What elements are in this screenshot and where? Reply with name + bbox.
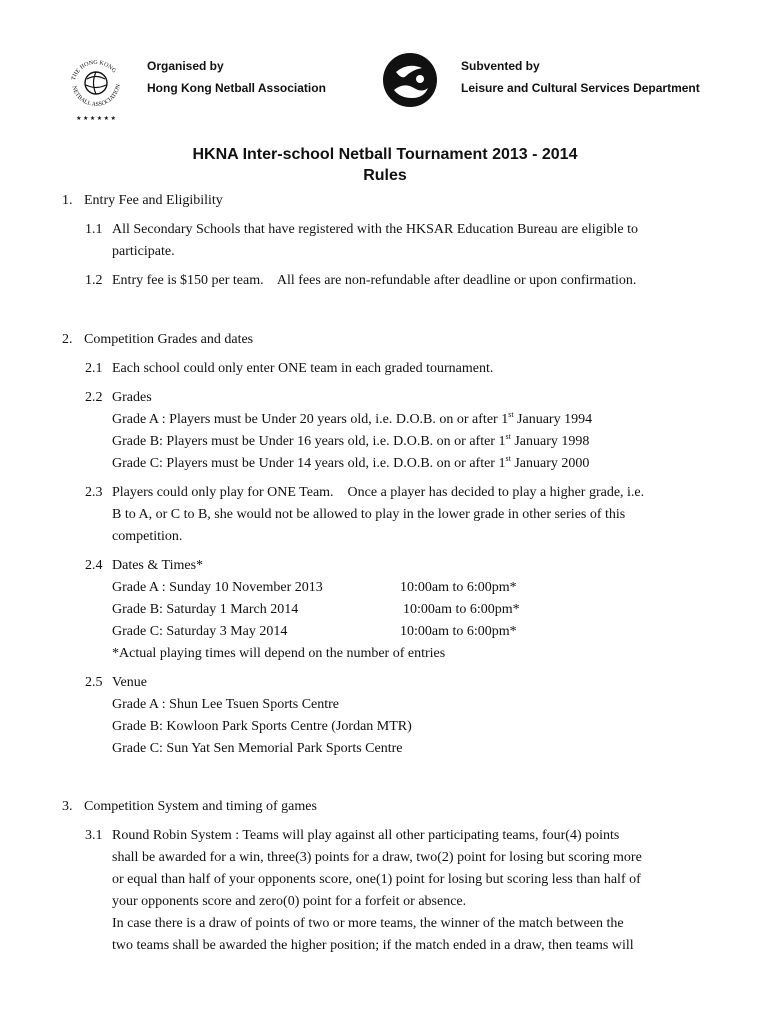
section-heading: Competition Grades and dates bbox=[84, 332, 254, 347]
section-heading: Competition System and timing of games bbox=[84, 799, 317, 814]
subventer-name: Leisure and Cultural Services Department bbox=[461, 81, 700, 95]
item-number: 2.2 bbox=[85, 390, 103, 405]
item-text: shall be awarded for a win, three(3) points for a draw, two(2) point for losing but scoring more bbox=[112, 850, 642, 865]
item-text: Dates & Times* bbox=[112, 558, 204, 573]
date-grade-c: Grade C: Saturday 3 May 2014 bbox=[112, 624, 288, 639]
subvented-by-label: Subvented by bbox=[461, 59, 540, 73]
document-subtitle: Rules bbox=[363, 167, 407, 184]
section-number: 3. bbox=[62, 799, 73, 814]
svg-text:★ ★ ★ ★ ★ ★: ★ ★ ★ ★ ★ ★ bbox=[76, 116, 116, 122]
section-number: 2. bbox=[62, 332, 73, 347]
organised-by-label: Organised by bbox=[147, 59, 224, 73]
item-text: competition. bbox=[112, 529, 183, 544]
item-number: 1.1 bbox=[85, 222, 103, 237]
venue-grade-c: Grade C: Sun Yat Sen Memorial Park Sports Centre bbox=[112, 741, 403, 756]
svg-text:NETBALL ASSOCIATION: NETBALL ASSOCIATION bbox=[70, 83, 122, 109]
item-text: two teams shall be awarded the higher position; if the match ended in a draw, then teams will bbox=[112, 938, 634, 953]
item-text: Venue bbox=[112, 675, 147, 690]
item-text: In case there is a draw of points of two or more teams, the winner of the match between the bbox=[112, 916, 624, 931]
hkna-logo bbox=[64, 52, 128, 124]
grade-a-age-rule: Grade A : Players must be Under 20 years old, i.e. D.O.B. on or after 1st January 1994 bbox=[112, 410, 593, 427]
svg-text:THE HONG KONG: THE HONG KONG bbox=[70, 59, 117, 82]
item-text: Entry fee is $150 per team. All fees are non-refundable after deadline or upon confirmation. bbox=[112, 273, 637, 288]
time-grade-c: 10:00am to 6:00pm* bbox=[400, 624, 517, 639]
grade-c-age-rule: Grade C: Players must be Under 14 years old, i.e. D.O.B. on or after 1st January 2000 bbox=[112, 454, 590, 471]
item-number: 2.1 bbox=[85, 361, 103, 376]
item-text: Each school could only enter ONE team in each graded tournament. bbox=[112, 361, 494, 376]
item-text: your opponents score and zero(0) point for a forfeit or absence. bbox=[112, 894, 467, 909]
item-number: 2.4 bbox=[85, 558, 103, 573]
date-grade-b: Grade B: Saturday 1 March 2014 bbox=[112, 602, 299, 617]
document-title: HKNA Inter-school Netball Tournament 2013 - 2014 bbox=[192, 146, 578, 163]
item-text: Round Robin System : Teams will play against all other participating teams, four(4) points bbox=[112, 828, 620, 843]
section-number: 1. bbox=[62, 193, 73, 208]
time-grade-a: 10:00am to 6:00pm* bbox=[400, 580, 517, 595]
time-grade-b: 10:00am to 6:00pm* bbox=[403, 602, 520, 617]
date-grade-a: Grade A : Sunday 10 November 2013 bbox=[112, 580, 323, 595]
item-text: Players could only play for ONE Team. Once a player has decided to play a higher grade, i.e. bbox=[112, 485, 645, 500]
item-number: 1.2 bbox=[85, 273, 103, 288]
venue-grade-a: Grade A : Shun Lee Tsuen Sports Centre bbox=[112, 697, 340, 712]
item-text: All Secondary Schools that have registered with the HKSAR Education Bureau are eligible to bbox=[112, 222, 639, 237]
lcsd-logo bbox=[382, 52, 438, 108]
item-number: 2.5 bbox=[85, 675, 103, 690]
item-text: participate. bbox=[112, 244, 175, 259]
item-text: or equal than half of your opponents score, one(1) point for losing but scoring less than half of bbox=[112, 872, 641, 887]
grade-b-age-rule: Grade B: Players must be Under 16 years old, i.e. D.O.B. on or after 1st January 1998 bbox=[112, 432, 590, 449]
item-text: B to A, or C to B, she would not be allowed to play in the lower grade in other series of this bbox=[112, 507, 626, 522]
organiser-name: Hong Kong Netball Association bbox=[147, 81, 326, 95]
item-number: 3.1 bbox=[85, 828, 103, 843]
item-number: 2.3 bbox=[85, 485, 103, 500]
section-heading: Entry Fee and Eligibility bbox=[84, 193, 223, 208]
venue-grade-b: Grade B: Kowloon Park Sports Centre (Jordan MTR) bbox=[112, 719, 412, 734]
playing-times-note: *Actual playing times will depend on the number of entries bbox=[112, 646, 446, 661]
item-text: Grades bbox=[112, 390, 152, 405]
